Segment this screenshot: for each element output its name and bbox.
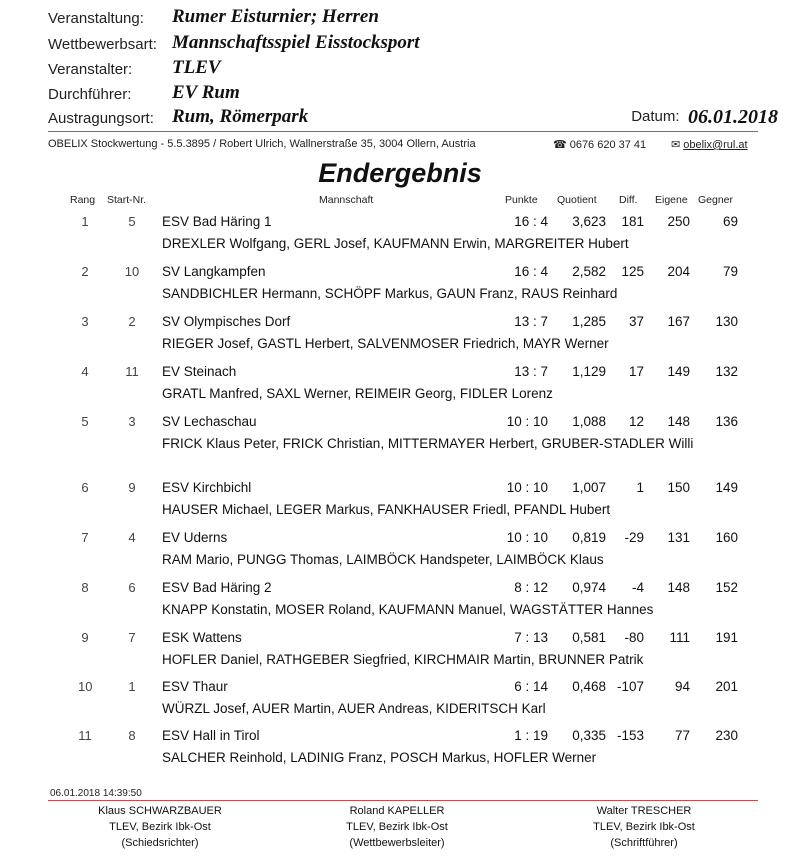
team-name: ESV Kirchbichl bbox=[162, 480, 252, 495]
own-score: 148 bbox=[667, 414, 690, 429]
competition-type-row bbox=[48, 32, 778, 58]
signature-org: TLEV, Bezirk Ibk-Ost bbox=[346, 821, 448, 833]
result-row bbox=[0, 630, 800, 678]
difference: 125 bbox=[621, 264, 644, 279]
rank: 6 bbox=[81, 480, 89, 495]
own-score: 111 bbox=[669, 630, 690, 645]
start-number: 7 bbox=[128, 630, 136, 645]
quotient: 1,007 bbox=[572, 480, 606, 495]
start-number: 11 bbox=[125, 364, 139, 379]
points: 10 : 10 bbox=[506, 414, 548, 429]
result-row bbox=[0, 480, 800, 528]
points: 6 : 14 bbox=[514, 679, 548, 694]
opponent-score: 191 bbox=[715, 630, 738, 645]
col-points: Punkte bbox=[505, 194, 538, 206]
quotient: 0,581 bbox=[572, 630, 606, 645]
signature-org: TLEV, Bezirk Ibk-Ost bbox=[593, 821, 695, 833]
player-list: KNAPP Konstatin, MOSER Roland, KAUFMANN Manuel, WAGSTÄTTER Hannes bbox=[162, 602, 654, 617]
own-score: 148 bbox=[667, 580, 690, 595]
start-number: 9 bbox=[128, 480, 136, 495]
telephone-icon: ☎ bbox=[553, 139, 567, 151]
signature-name: Klaus SCHWARZBAUER bbox=[98, 805, 222, 817]
email-link[interactable]: obelix@rul.at bbox=[683, 139, 748, 151]
quotient: 0,468 bbox=[572, 679, 606, 694]
start-number: 2 bbox=[128, 314, 136, 329]
opponent-score: 160 bbox=[715, 530, 738, 545]
team-name: ESV Thaur bbox=[162, 679, 228, 694]
col-quotient: Quotient bbox=[557, 194, 597, 206]
envelope-icon: ✉ bbox=[671, 139, 681, 151]
difference: 1 bbox=[636, 480, 644, 495]
opponent-score: 152 bbox=[715, 580, 738, 595]
col-opp: Gegner bbox=[698, 194, 734, 206]
quotient: 2,582 bbox=[572, 264, 606, 279]
start-number: 3 bbox=[128, 414, 136, 429]
rank: 1 bbox=[81, 214, 89, 229]
difference: 17 bbox=[628, 364, 644, 379]
quotient: 1,088 bbox=[572, 414, 606, 429]
rank: 3 bbox=[81, 314, 89, 329]
rank: 5 bbox=[81, 414, 89, 429]
points: 8 : 12 bbox=[514, 580, 548, 595]
result-row bbox=[0, 530, 800, 578]
software-info: OBELIX Stockwertung - 5.5.3895 / Robert Ulrich, Wallnerstraße 35, 3004 Ollern, Austria bbox=[48, 138, 476, 150]
difference: 181 bbox=[621, 214, 644, 229]
difference: -107 bbox=[616, 679, 644, 694]
opponent-score: 201 bbox=[715, 679, 738, 694]
quotient: 0,819 bbox=[572, 530, 606, 545]
player-list: HOFLER Daniel, RATHGEBER Siegfried, KIRCHMAIR Martin, BRUNNER Patrik bbox=[162, 652, 644, 667]
email-block bbox=[671, 138, 748, 151]
venue-row bbox=[48, 106, 778, 132]
player-list: FRICK Klaus Peter, FRICK Christian, MITTERMAYER Herbert, GRUBER-STADLER Willi bbox=[162, 436, 694, 451]
points: 7 : 13 bbox=[514, 630, 548, 645]
host-label: Durchführer: bbox=[48, 86, 132, 103]
date-block bbox=[631, 106, 778, 129]
col-team: Mannschaft bbox=[319, 194, 374, 206]
own-score: 150 bbox=[667, 480, 690, 495]
difference: -153 bbox=[616, 728, 644, 743]
own-score: 204 bbox=[667, 264, 690, 279]
player-list: SANDBICHLER Hermann, SCHÖPF Markus, GAUN Franz, RAUS Reinhard bbox=[162, 286, 618, 301]
signature-role: (Schriftführer) bbox=[610, 837, 678, 849]
print-timestamp: 06.01.2018 14:39:50 bbox=[50, 788, 142, 799]
start-number: 4 bbox=[128, 530, 136, 545]
difference: 12 bbox=[628, 414, 644, 429]
result-row bbox=[0, 679, 800, 727]
start-number: 8 bbox=[128, 728, 136, 743]
date-label: Datum: bbox=[631, 108, 680, 125]
result-row bbox=[0, 264, 800, 312]
rank: 2 bbox=[81, 264, 89, 279]
rank: 4 bbox=[81, 364, 89, 379]
signature-referee bbox=[60, 803, 260, 851]
event-value: Rumer Eisturnier; Herren bbox=[172, 6, 379, 27]
opponent-score: 230 bbox=[715, 728, 738, 743]
competition-type-value: Mannschaftsspiel Eisstocksport bbox=[172, 32, 420, 53]
own-score: 131 bbox=[667, 530, 690, 545]
host-row bbox=[48, 82, 778, 108]
result-row bbox=[0, 364, 800, 412]
own-score: 149 bbox=[667, 364, 690, 379]
points: 13 : 7 bbox=[514, 314, 548, 329]
player-list: DREXLER Wolfgang, GERL Josef, KAUFMANN Erwin, MARGREITER Hubert bbox=[162, 236, 629, 251]
signature-competition-leader bbox=[297, 803, 497, 851]
result-row bbox=[0, 314, 800, 362]
player-list: WÜRZL Josef, AUER Martin, AUER Andreas, KIDERITSCH Karl bbox=[162, 701, 546, 716]
venue-value: Rum, Römerpark bbox=[172, 106, 309, 127]
col-own: Eigene bbox=[655, 194, 688, 206]
team-name: EV Uderns bbox=[162, 530, 228, 545]
opponent-score: 132 bbox=[715, 364, 738, 379]
phone-block bbox=[553, 138, 646, 151]
venue-label: Austragungsort: bbox=[48, 110, 154, 127]
team-name: SV Langkampfen bbox=[162, 264, 266, 279]
points: 1 : 19 bbox=[514, 728, 548, 743]
rank: 9 bbox=[81, 630, 89, 645]
player-list: SALCHER Reinhold, LADINIG Franz, POSCH Markus, HOFLER Werner bbox=[162, 750, 597, 765]
player-list: GRATL Manfred, SAXL Werner, REIMEIR Georg, FIDLER Lorenz bbox=[162, 386, 553, 401]
quotient: 1,129 bbox=[572, 364, 606, 379]
opponent-score: 130 bbox=[715, 314, 738, 329]
phone-number: 0676 620 37 41 bbox=[569, 139, 647, 151]
date-value: 06.01.2018 bbox=[688, 106, 778, 128]
rank: 11 bbox=[78, 728, 92, 743]
event-label: Veranstaltung: bbox=[48, 10, 144, 27]
opponent-score: 69 bbox=[722, 214, 738, 229]
col-start: Start-Nr. bbox=[107, 194, 147, 206]
team-name: EV Steinach bbox=[162, 364, 237, 379]
quotient: 0,974 bbox=[572, 580, 606, 595]
own-score: 167 bbox=[667, 314, 690, 329]
start-number: 5 bbox=[128, 214, 136, 229]
rank: 7 bbox=[81, 530, 89, 545]
start-number: 1 bbox=[128, 679, 136, 694]
team-name: ESK Wattens bbox=[162, 630, 242, 645]
signature-name: Roland KAPELLER bbox=[349, 805, 445, 817]
col-rank: Rang bbox=[70, 194, 96, 206]
footer-divider bbox=[48, 800, 758, 801]
quotient: 0,335 bbox=[572, 728, 606, 743]
result-row bbox=[0, 214, 800, 262]
col-diff: Diff. bbox=[619, 194, 638, 206]
difference: 37 bbox=[628, 314, 644, 329]
team-name: ESV Hall in Tirol bbox=[162, 728, 260, 743]
host-value: EV Rum bbox=[172, 82, 240, 103]
difference: -80 bbox=[624, 630, 644, 645]
quotient: 1,285 bbox=[572, 314, 606, 329]
signature-name: Walter TRESCHER bbox=[596, 805, 692, 817]
player-list: RAM Mario, PUNGG Thomas, LAIMBÖCK Handspeter, LAIMBÖCK Klaus bbox=[162, 552, 604, 567]
start-number: 10 bbox=[124, 264, 140, 279]
result-row bbox=[0, 414, 800, 474]
start-number: 6 bbox=[128, 580, 136, 595]
player-list: RIEGER Josef, GASTL Herbert, SALVENMOSER Friedrich, MAYR Werner bbox=[162, 336, 609, 351]
points: 10 : 10 bbox=[506, 530, 548, 545]
competition-type-label: Wettbewerbsart: bbox=[48, 36, 157, 53]
player-list: HAUSER Michael, LEGER Markus, FANKHAUSER Friedl, PFANDL Hubert bbox=[162, 502, 611, 517]
difference: -29 bbox=[624, 530, 644, 545]
rank: 10 bbox=[78, 679, 93, 694]
signature-role: (Schiedsrichter) bbox=[121, 837, 199, 849]
header-divider bbox=[48, 131, 758, 132]
signature-org: TLEV, Bezirk Ibk-Ost bbox=[109, 821, 211, 833]
quotient: 3,623 bbox=[572, 214, 606, 229]
own-score: 77 bbox=[674, 728, 690, 743]
difference: -4 bbox=[631, 580, 644, 595]
event-row bbox=[48, 6, 778, 32]
organizer-label: Veranstalter: bbox=[48, 61, 133, 78]
signature-secretary bbox=[544, 803, 744, 851]
team-name: SV Olympisches Dorf bbox=[162, 314, 291, 329]
points: 13 : 7 bbox=[514, 364, 548, 379]
own-score: 250 bbox=[667, 214, 690, 229]
opponent-score: 79 bbox=[722, 264, 738, 279]
opponent-score: 149 bbox=[715, 480, 738, 495]
organizer-row bbox=[48, 57, 778, 83]
team-name: ESV Bad Häring 2 bbox=[162, 580, 272, 595]
page-title: Endergebnis bbox=[318, 158, 482, 188]
result-row bbox=[0, 728, 800, 776]
points: 10 : 10 bbox=[506, 480, 548, 495]
signature-role: (Wettbewerbsleiter) bbox=[349, 837, 445, 849]
team-name: SV Lechaschau bbox=[162, 414, 257, 429]
result-row bbox=[0, 580, 800, 628]
rank: 8 bbox=[81, 580, 89, 595]
points: 16 : 4 bbox=[514, 214, 548, 229]
own-score: 94 bbox=[674, 679, 690, 694]
organizer-value: TLEV bbox=[172, 57, 221, 78]
team-name: ESV Bad Häring 1 bbox=[162, 214, 272, 229]
points: 16 : 4 bbox=[514, 264, 548, 279]
opponent-score: 136 bbox=[715, 414, 738, 429]
